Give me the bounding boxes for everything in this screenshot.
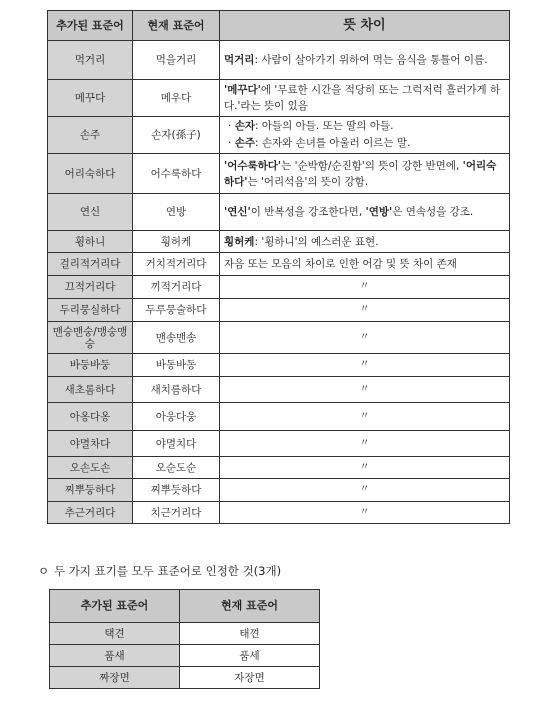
ditto-mark: 〃	[220, 431, 510, 457]
added-word: 두리뭉실하다	[48, 299, 133, 322]
explanation: 는 '순박함/순진함'의 뜻이 강한 반면에,	[281, 159, 463, 172]
current-word: 끼적거리다	[133, 276, 220, 299]
ditto-mark: 〃	[220, 299, 510, 322]
table-row	[48, 377, 510, 403]
meaning-cell	[220, 41, 510, 80]
definition-list	[224, 118, 505, 152]
ditto-mark: 〃	[220, 457, 510, 479]
table-row	[48, 154, 510, 194]
current-word: 거치적거리다	[133, 253, 220, 276]
meaning-cell	[220, 194, 510, 231]
explanation: : '휭하니'의 예스러운 표현.	[254, 235, 379, 248]
added-word: 추근거리다	[48, 502, 133, 524]
added-word: 어리숙하다	[48, 154, 133, 194]
dual-standard-table	[49, 589, 320, 689]
term: '연방'	[365, 206, 393, 218]
term: 먹거리	[224, 54, 255, 66]
explanation: : 아들의 아들. 또는 딸의 아들.	[254, 120, 394, 132]
current-word: 어수룩하다	[133, 154, 220, 194]
term: 손주	[234, 137, 255, 149]
current-word: 새치름하다	[133, 377, 220, 403]
meaning-cell	[220, 154, 510, 194]
table-row	[48, 41, 510, 80]
bullet-mark: ㅇ	[38, 564, 50, 578]
added-word: 먹거리	[48, 41, 133, 80]
header-added: 추가된 표준어	[48, 11, 133, 41]
term: '메꾸다'	[224, 84, 261, 96]
explanation: 는 '어리석음'의 뜻이 강함.	[247, 175, 369, 188]
added-word: 짜장면	[50, 667, 180, 689]
table-row	[50, 667, 320, 689]
current-word: 손자(孫子)	[133, 117, 220, 154]
term: '어리숙하다'	[224, 159, 497, 188]
term: 손자	[234, 120, 255, 132]
table-row	[48, 403, 510, 431]
definition-item	[228, 118, 505, 135]
header-current: 현재 표준어	[133, 11, 220, 41]
added-word: 연신	[48, 194, 133, 231]
header-current: 현재 표준어	[180, 590, 320, 623]
term: '연신'	[224, 206, 251, 218]
explanation: : 손자와 손녀를 아울러 이르는 말.	[254, 137, 411, 149]
table-row	[50, 645, 320, 667]
meaning-cell: 자음 또는 모음의 차이로 인한 어감 및 뜻 차이 존재	[220, 253, 510, 276]
ditto-mark: 〃	[220, 354, 510, 377]
explanation: 에 '무료한 시간을 적당히 또는 그럭저럭 흘러가게 하다.'라는 뜻이 있음	[224, 84, 501, 112]
added-word: 메꾸다	[48, 80, 133, 117]
current-word: 찌뿌듯하다	[133, 479, 220, 502]
added-word: 오손도손	[48, 457, 133, 479]
section-note	[38, 563, 281, 579]
ditto-mark: 〃	[220, 403, 510, 431]
current-word: 오순도순	[133, 457, 220, 479]
table-row	[48, 354, 510, 377]
table-row	[48, 457, 510, 479]
ditto-mark: 〃	[220, 276, 510, 299]
table-header-row	[50, 590, 320, 623]
standard-words-table	[47, 10, 510, 524]
meaning-cell	[220, 231, 510, 253]
current-word: 연방	[133, 194, 220, 231]
added-word: 택견	[50, 623, 180, 645]
table-row	[48, 479, 510, 502]
added-word: 찌뿌둥하다	[48, 479, 133, 502]
meaning-cell	[220, 80, 510, 117]
header-meaning-diff: 뜻 차이	[220, 11, 510, 41]
table-row	[48, 231, 510, 253]
table-row	[48, 431, 510, 457]
table-row	[48, 194, 510, 231]
table-row	[48, 502, 510, 524]
added-word: 야멸차다	[48, 431, 133, 457]
added-word: 바둥바둥	[48, 354, 133, 377]
ditto-mark: 〃	[220, 479, 510, 502]
added-word: 아옹다옹	[48, 403, 133, 431]
term: 힁허케	[224, 235, 255, 248]
table-row	[48, 276, 510, 299]
current-word: 자장면	[180, 667, 320, 689]
explanation: 이 반복성을 강조한다면,	[250, 206, 366, 218]
note-text: 두 가지 표기를 모두 표준어로 인정한 것(3개)	[54, 564, 282, 578]
current-word: 먹을거리	[133, 41, 220, 80]
ditto-mark: 〃	[220, 502, 510, 524]
current-word: 힁허케	[133, 231, 220, 253]
table-row	[48, 253, 510, 276]
table-row	[48, 117, 510, 154]
added-word: 새초롬하다	[48, 377, 133, 403]
table-row	[50, 623, 320, 645]
table-row	[48, 322, 510, 354]
current-word: 태껸	[180, 623, 320, 645]
definition-item	[228, 135, 505, 152]
added-word: 걸리적거리다	[48, 253, 133, 276]
term: '어수룩하다'	[224, 159, 282, 172]
current-word: 품세	[180, 645, 320, 667]
explanation: : 사람이 살아가기 위하여 먹는 음식을 통틀어 이름.	[254, 54, 488, 66]
explanation: 은 연속성을 강조.	[392, 206, 474, 218]
table-header-row	[48, 11, 510, 41]
current-word: 야멸치다	[133, 431, 220, 457]
current-word: 바동바동	[133, 354, 220, 377]
header-added: 추가된 표준어	[50, 590, 180, 623]
added-word: 끄적거리다	[48, 276, 133, 299]
added-word: 휭하니	[48, 231, 133, 253]
ditto-mark: 〃	[220, 322, 510, 354]
ditto-mark: 〃	[220, 377, 510, 403]
table-row	[48, 80, 510, 117]
current-word: 두루뭉술하다	[133, 299, 220, 322]
current-word: 치근거리다	[133, 502, 220, 524]
added-word: 품새	[50, 645, 180, 667]
current-word: 아웅다웅	[133, 403, 220, 431]
table-row	[48, 299, 510, 322]
meaning-cell	[220, 117, 510, 154]
added-word: 손주	[48, 117, 133, 154]
current-word: 메우다	[133, 80, 220, 117]
added-word: 맨숭맨숭/맹숭맹숭	[48, 322, 133, 354]
current-word: 맨송맨송	[133, 322, 220, 354]
